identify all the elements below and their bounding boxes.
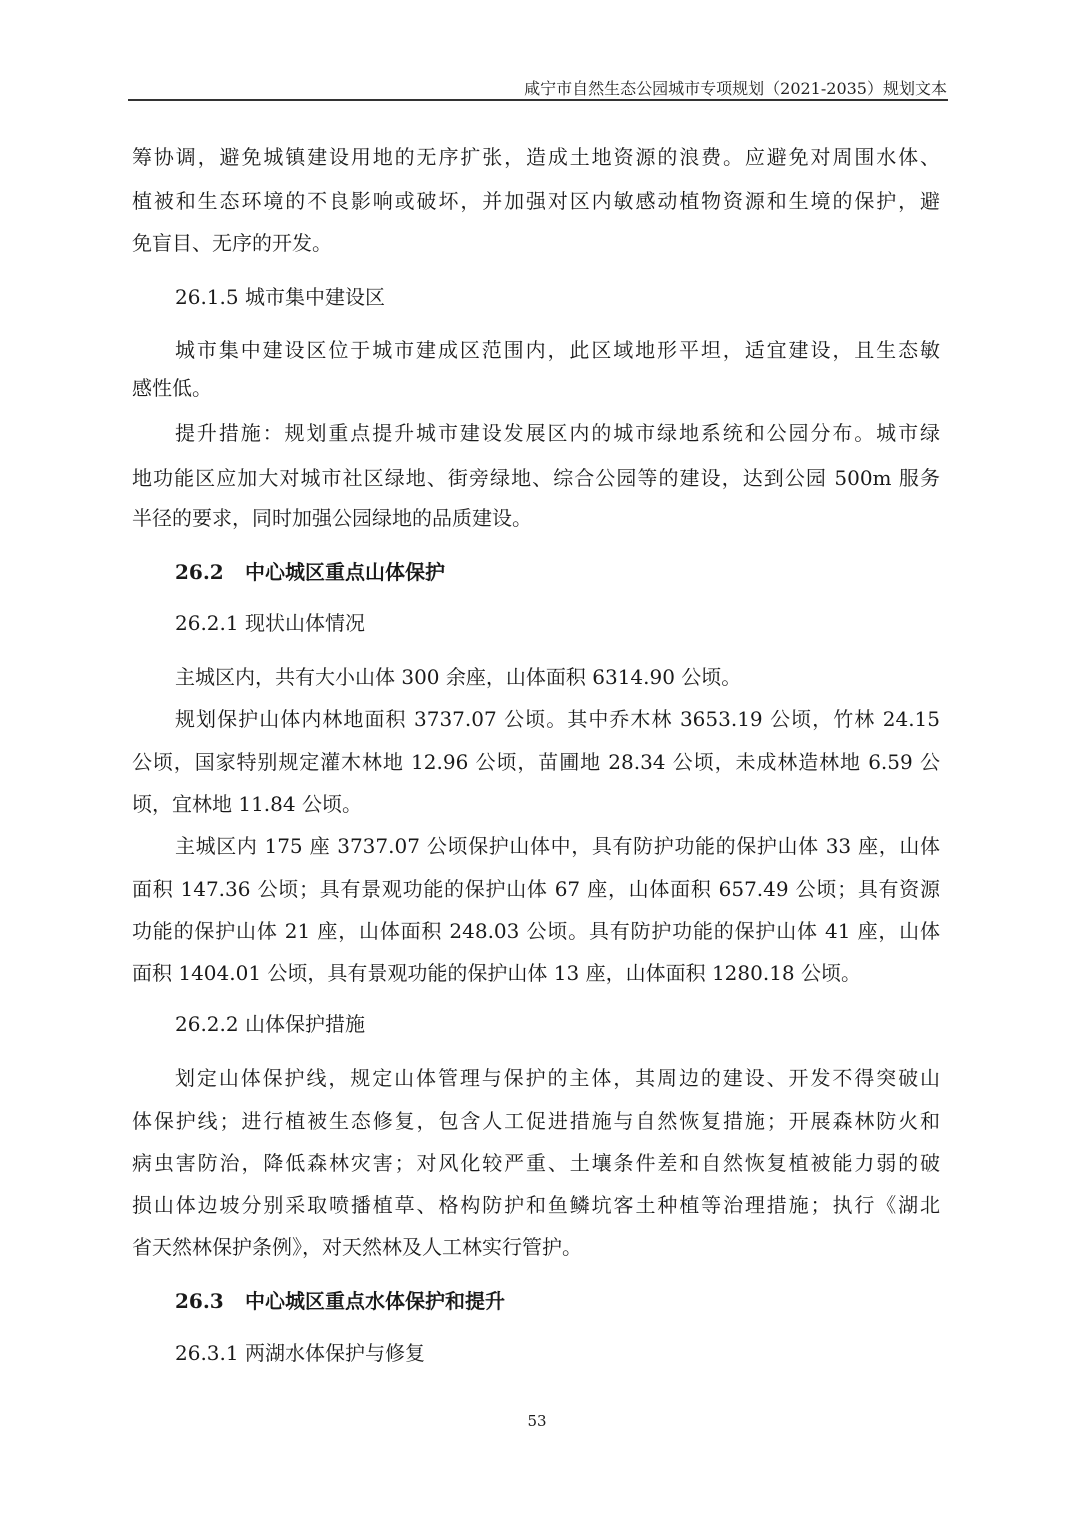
subsection-heading: 26.2.2 山体保护措施 [175,1012,365,1036]
paragraph-line: 主城区内，共有大小山体 300 余座，山体面积 6314.90 公顷。 [175,665,742,689]
paragraph-line: 免盲目、无序的开发。 [132,231,332,255]
paragraph-line: 面积 147.36 公顷；具有景观功能的保护山体 67 座，山体面积 657.49 公顷；具有资源 [132,877,940,901]
paragraph-line: 提升措施：规划重点提升城市建设发展区内的城市绿地系统和公园分布。城市绿 [175,421,940,445]
paragraph-line: 体保护线；进行植被生态修复，包含人工促进措施与自然恢复措施；开展森林防火和 [132,1109,940,1133]
paragraph-line: 省天然林保护条例》，对天然林及人工林实行管护。 [132,1235,582,1259]
section-title: 中心城区重点山体保护 [245,560,445,584]
header-rule [128,99,948,101]
paragraph-line: 规划保护山体内林地面积 3737.07 公顷。其中乔木林 3653.19 公顷，竹林 24.15 [175,707,940,731]
paragraph-line: 公顷，国家特别规定灌木林地 12.96 公顷，苗圃地 28.34 公顷，未成林造林地 6.59 公 [132,750,940,774]
paragraph-line: 感性低。 [132,376,212,400]
subsection-heading: 26.3.1 两湖水体保护与修复 [175,1341,425,1365]
page-number: 53 [527,1412,547,1430]
paragraph-line: 顷，宜林地 11.84 公顷。 [132,792,362,816]
subsection-heading: 26.2.1 现状山体情况 [175,611,365,635]
section-number: 26.3 [175,1289,224,1313]
paragraph-line: 筹协调，避免城镇建设用地的无序扩张，造成土地资源的浪费。应避免对周围水体、 [132,145,940,169]
subsection-heading: 26.1.5 城市集中建设区 [175,285,385,309]
section-number: 26.2 [175,560,224,584]
paragraph-line: 地功能区应加大对城市社区绿地、街旁绿地、综合公园等的建设，达到公园 500m 服务 [132,466,940,490]
paragraph-line: 损山体边坡分别采取喷播植草、格构防护和鱼鳞坑客土种植等治理措施；执行《湖北 [132,1193,940,1217]
paragraph-line: 病虫害防治，降低森林灾害；对风化较严重、土壤条件差和自然恢复植被能力弱的破 [132,1151,940,1175]
section-heading-26-2 [175,559,445,585]
paragraph-line: 划定山体保护线，规定山体管理与保护的主体，其周边的建设、开发不得突破山 [175,1066,940,1090]
running-header: 咸宁市自然生态公园城市专项规划（2021-2035）规划文本 [524,79,947,98]
paragraph-line: 城市集中建设区位于城市建成区范围内，此区域地形平坦，适宜建设，且生态敏 [175,338,940,362]
paragraph-line: 半径的要求，同时加强公园绿地的品质建设。 [132,506,532,530]
section-heading-26-3 [175,1288,505,1314]
paragraph-line: 功能的保护山体 21 座，山体面积 248.03 公顷。具有防护功能的保护山体 41 座，山体 [132,919,940,943]
section-title: 中心城区重点水体保护和提升 [245,1289,505,1313]
paragraph-line: 面积 1404.01 公顷，具有景观功能的保护山体 13 座，山体面积 1280.18 公顷。 [132,961,862,985]
paragraph-line: 植被和生态环境的不良影响或破坏，并加强对区内敏感动植物资源和生境的保护，避 [132,189,940,213]
paragraph-line: 主城区内 175 座 3737.07 公顷保护山体中，具有防护功能的保护山体 33 座，山体 [175,834,940,858]
